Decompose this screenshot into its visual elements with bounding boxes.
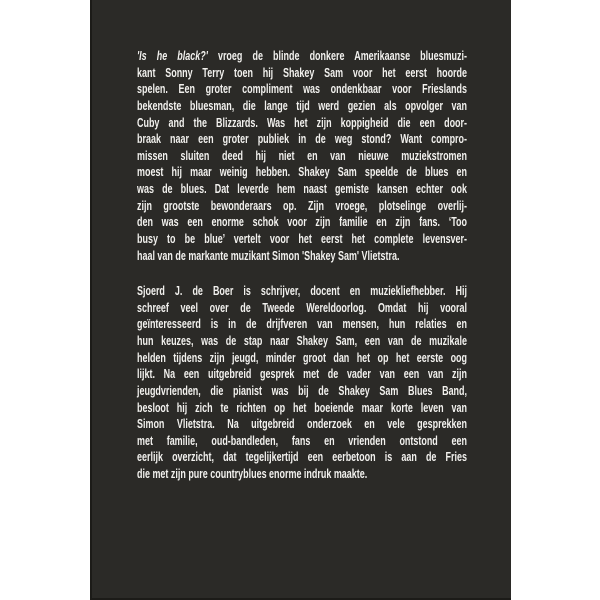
blurb-text-block xyxy=(137,48,467,502)
text-line: besloot hij zich te richten op het boeiende maar korte leven van xyxy=(137,400,468,415)
text-line: haal van de markante muzikant Simon 'Shakey Sam' Vlietstra. xyxy=(137,248,400,263)
text-line: zijn grootste bewonderaars op. Zijn vroege, plotselinge overlij- xyxy=(137,198,468,213)
text-line: spelen. Een groter compliment was ondenkbaar voor Frieslands xyxy=(137,82,468,97)
text-line: helden tijdens zijn jeugd, minder groot dan het op het eerste oog xyxy=(137,350,468,365)
first-line-rest: vroeg de blinde donkere Amerikaanse bluesmuzi- xyxy=(207,49,468,63)
text-line: busy to be blue’ vertelt voor het eerst het complete levensver- xyxy=(137,231,468,246)
text-line: Sjoerd J. de Boer is schrijver, docent en muziekliefhebber. Hij xyxy=(137,284,468,299)
text-line: bekendste bluesman, die lange tijd werd gezien als opvolger van xyxy=(137,98,468,113)
text-line: geïnteresseerd is in de drijfveren van mensen, hun relaties en xyxy=(137,317,468,332)
text-line: den was een enorme schok voor zijn familie en zijn fans. ‘Too xyxy=(137,215,468,230)
text-line: die met zijn pure countryblues enorme indruk maakte. xyxy=(137,467,368,481)
cover-page xyxy=(90,0,511,600)
text-line: schreef veel over de Tweede Wereldoorlog. Omdat hij vooral xyxy=(137,300,468,315)
italic-quote: 'Is he black?' xyxy=(137,49,208,63)
text-line: missen sluiten deed hij niet en van nieuwe muziekstromen xyxy=(137,148,468,163)
text-line: lijkt. Na een uitgebreid gesprek met de vader van een van zijn xyxy=(137,367,468,382)
text-line: hun keuzes, was de stap naar Shakey Sam, een van de muzikale xyxy=(137,334,468,348)
text-line: moest hij maar weinig hebben. Shakey Sam speelde de blues en xyxy=(137,165,468,180)
text-line: eerlijk overzicht, dat tegelijkertijd een eerbetoon is aan de Fries xyxy=(137,450,468,465)
text-line: was de blues. Dat leverde hem naast gemiste kansen echter ook xyxy=(137,182,468,196)
text-line xyxy=(137,48,467,65)
text-line: Cuby and the Blizzards. Was het zijn koppigheid die een door- xyxy=(137,115,468,130)
text-line: kant Sonny Terry toen hij Shakey Sam voor het eerst hoorde xyxy=(137,65,468,80)
intro-paragraph xyxy=(137,48,467,264)
text-line: jeugdvrienden, die pianist was bij de Shakey Sam Blues Band, xyxy=(137,383,468,398)
text-line: met familie, oud-bandleden, fans en vrienden ontstond een xyxy=(137,433,468,448)
text-line: braak naar een groter publiek in de weg stond? Want compro- xyxy=(137,132,468,147)
author-paragraph xyxy=(137,283,467,483)
text-line: Simon Vlietstra. Na uitgebreid onderzoek en vele gesprekken xyxy=(137,417,468,432)
